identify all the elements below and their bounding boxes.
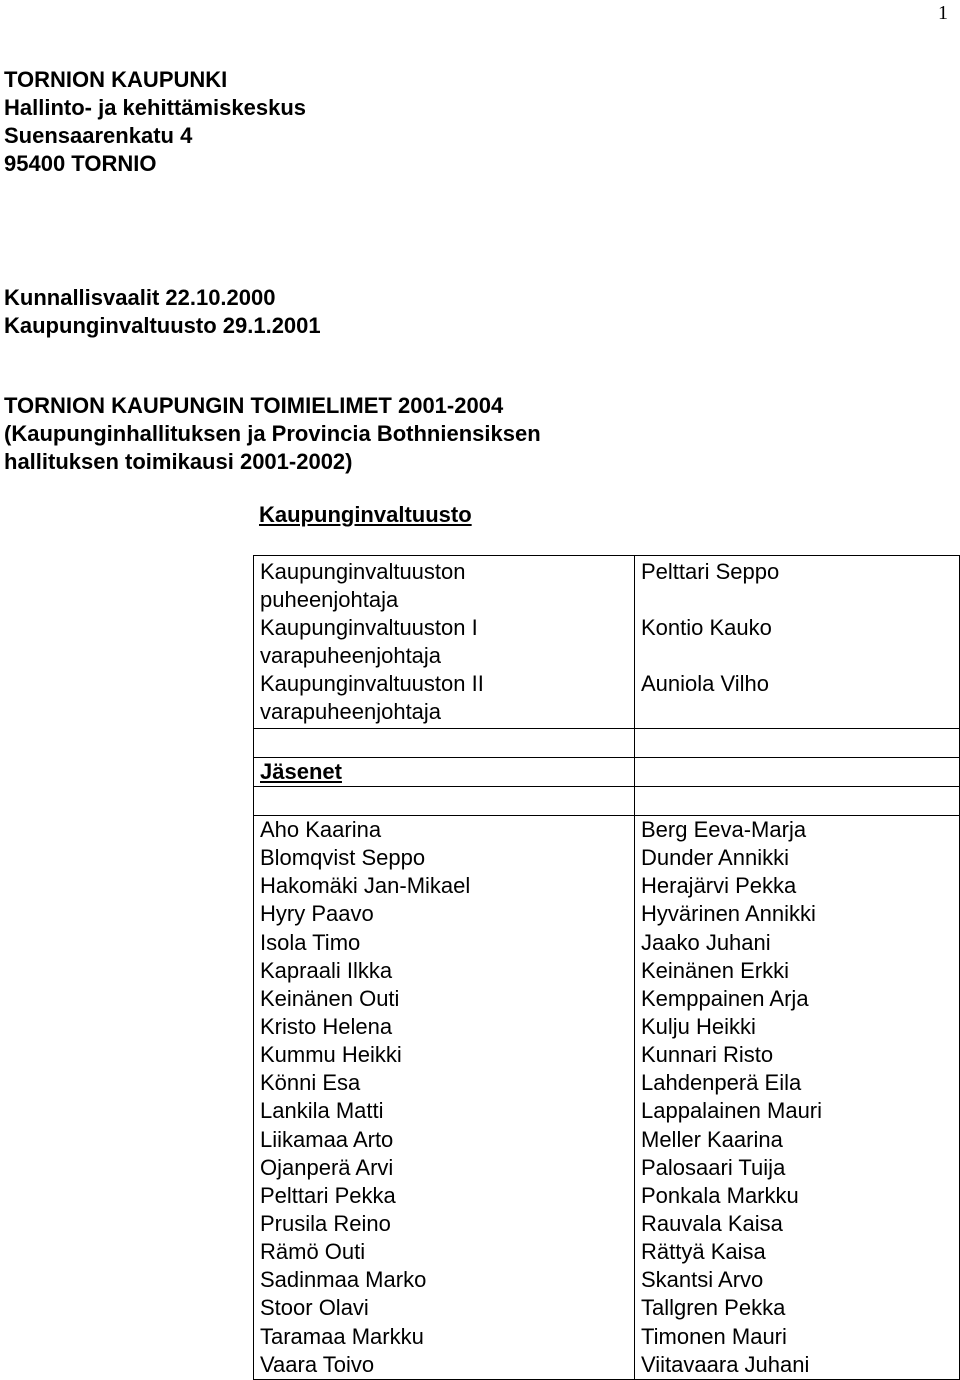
member-name: Rauvala Kaisa — [641, 1210, 783, 1236]
empty-cell — [635, 758, 960, 787]
council-table — [253, 555, 960, 1380]
letterhead — [4, 66, 306, 178]
member-name: Rämö Outi — [260, 1239, 366, 1265]
member-name: Keinänen Erkki — [641, 957, 789, 983]
officer-name: Auniola Vilho — [641, 671, 770, 696]
role-line: Kaupunginvaltuuston II — [260, 671, 484, 696]
officer-name: Pelttari Seppo — [641, 559, 780, 584]
member-name: Berg Eeva-Marja — [641, 817, 807, 842]
members-heading: Jäsenet — [260, 759, 342, 784]
members-left-cell — [254, 816, 635, 1380]
member-name: Blomqvist Seppo — [260, 845, 426, 871]
officers-row — [254, 556, 960, 729]
officer-role — [260, 670, 634, 726]
spacer-row — [254, 787, 960, 816]
member-name: Sadinmaa Marko — [260, 1267, 427, 1293]
role-line: Kaupunginvaltuuston — [260, 559, 466, 584]
member-name: Viitavaara Juhani — [641, 1351, 810, 1377]
letterhead-line: Hallinto- ja kehittämiskeskus — [4, 95, 306, 120]
member-name: Kristo Helena — [260, 1013, 393, 1039]
officer-names-cell — [635, 556, 960, 729]
election-line: Kunnallisvaalit 22.10.2000 — [4, 285, 276, 310]
empty-cell — [635, 787, 960, 816]
election-info — [4, 284, 321, 340]
member-name: Isola Timo — [260, 929, 361, 955]
member-name: Liikamaa Arto — [260, 1126, 394, 1152]
member-name: Pelttari Pekka — [260, 1182, 396, 1208]
role-line: Kaupunginvaltuuston I — [260, 615, 478, 640]
members-heading-row — [254, 758, 960, 787]
empty-cell — [254, 787, 635, 816]
section-heading: Kaupunginvaltuusto — [259, 502, 472, 527]
role-line: puheenjohtaja — [260, 587, 399, 612]
empty-cell — [635, 729, 960, 758]
member-name: Lankila Matti — [260, 1098, 384, 1124]
member-name: Skantsi Arvo — [641, 1267, 764, 1293]
member-name: Aho Kaarina — [260, 817, 382, 842]
member-name: Hyry Paavo — [260, 901, 374, 927]
officer-name: Kontio Kauko — [641, 615, 772, 640]
member-name: Kapraali Ilkka — [260, 957, 393, 983]
member-name: Lappalainen Mauri — [641, 1098, 823, 1124]
document-title — [4, 392, 541, 476]
member-name: Dunder Annikki — [641, 845, 789, 871]
letterhead-line: TORNION KAUPUNKI — [4, 67, 228, 92]
member-name: Hyvärinen Annikki — [641, 901, 816, 927]
spacer-row — [254, 729, 960, 758]
member-name: Herajärvi Pekka — [641, 873, 797, 899]
title-line: hallituksen toimikausi 2001-2002) — [4, 449, 353, 474]
member-name: Könni Esa — [260, 1070, 361, 1096]
member-name: Kulju Heikki — [641, 1013, 756, 1039]
member-name: Vaara Toivo — [260, 1351, 375, 1377]
member-name: Palosaari Tuija — [641, 1154, 786, 1180]
letterhead-line: 95400 TORNIO — [4, 151, 157, 176]
members-left-list — [260, 816, 634, 1379]
title-line: (Kaupunginhallituksen ja Provincia Bothniensiksen — [4, 421, 541, 446]
role-line: varapuheenjohtaja — [260, 643, 442, 668]
letterhead-line: Suensaarenkatu 4 — [4, 123, 193, 148]
members-row — [254, 816, 960, 1380]
members-right-cell — [635, 816, 960, 1380]
member-name: Hakomäki Jan-Mikael — [260, 873, 471, 899]
member-name: Kummu Heikki — [260, 1042, 402, 1068]
member-name: Ojanperä Arvi — [260, 1154, 394, 1180]
member-name: Prusila Reino — [260, 1210, 391, 1236]
empty-cell — [254, 729, 635, 758]
member-name: Kunnari Risto — [641, 1042, 774, 1068]
officer-role — [260, 558, 634, 614]
election-line: Kaupunginvaltuusto 29.1.2001 — [4, 313, 321, 338]
member-name: Lahdenperä Eila — [641, 1070, 802, 1096]
members-heading-cell — [254, 758, 635, 787]
member-name: Ponkala Markku — [641, 1182, 799, 1208]
member-name: Tallgren Pekka — [641, 1295, 786, 1321]
page-number: 1 — [938, 2, 948, 24]
member-name: Keinänen Outi — [260, 985, 400, 1011]
officer-role — [260, 614, 634, 670]
member-name: Timonen Mauri — [641, 1323, 787, 1349]
member-name: Taramaa Markku — [260, 1323, 424, 1349]
officer-roles-cell — [254, 556, 635, 729]
members-right-list — [641, 816, 959, 1379]
member-name: Meller Kaarina — [641, 1126, 783, 1152]
member-name: Rättyä Kaisa — [641, 1239, 766, 1265]
title-line: TORNION KAUPUNGIN TOIMIELIMET 2001-2004 — [4, 393, 504, 418]
member-name: Jaako Juhani — [641, 929, 771, 955]
member-name: Stoor Olavi — [260, 1295, 369, 1321]
role-line: varapuheenjohtaja — [260, 699, 442, 724]
member-name: Kemppainen Arja — [641, 985, 809, 1011]
